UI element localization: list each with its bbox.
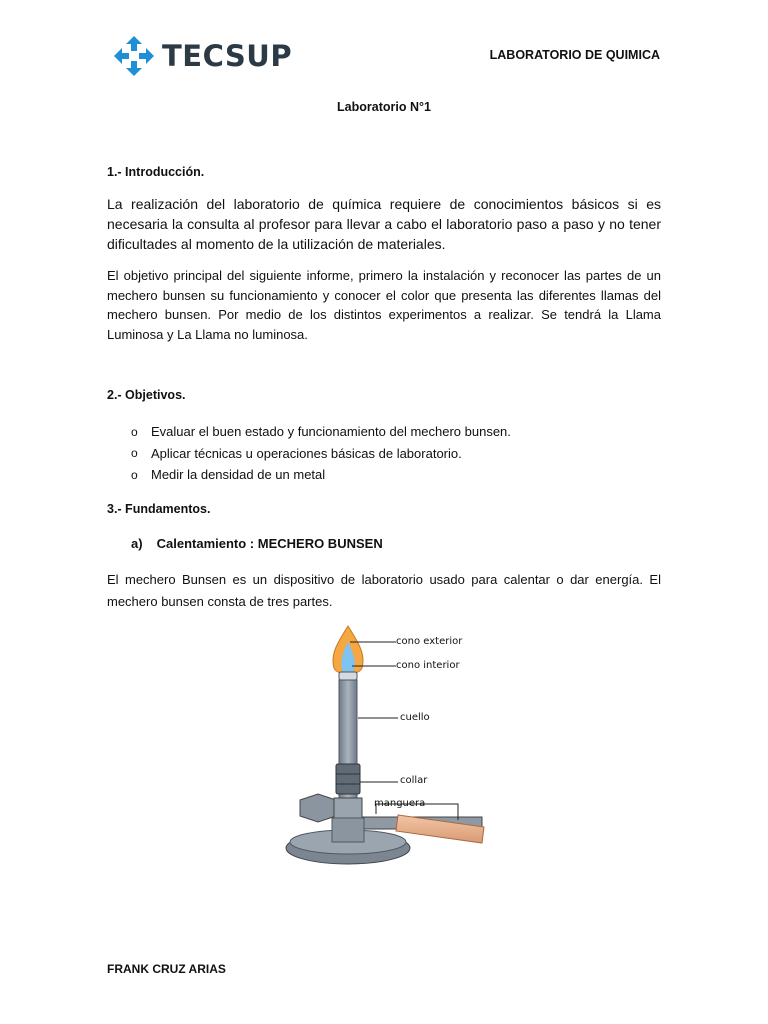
- objective-text: Medir la densidad de un metal: [151, 467, 326, 483]
- section-2-heading: 2.- Objetivos.: [107, 388, 186, 402]
- footer-author: FRANK CRUZ ARIAS: [107, 962, 226, 976]
- bullet-marker: o: [131, 446, 138, 461]
- label-outer-cone: cono exterior: [396, 636, 463, 647]
- section-3-heading: 3.- Fundamentos.: [107, 502, 211, 516]
- bunsen-burner-illustration: [278, 624, 500, 872]
- bunsen-burner-figure: [278, 624, 500, 872]
- label-neck: cuello: [400, 712, 430, 723]
- label-inner-cone: cono interior: [396, 660, 460, 671]
- label-hose: manguera: [374, 798, 426, 809]
- list-item: [131, 421, 511, 443]
- page-title: Laboratorio N°1: [337, 100, 431, 114]
- subsection-heading: [131, 536, 383, 551]
- intro-paragraph-2: El objetivo principal del siguiente informe, primero la instalación y reconocer las partes de un mechero bunsen su funcionamiento y conocer el color que presenta las diferentes llamas del mechero bunsen. Por medio de los distintos experimentos a realizar. Se tendrá la Llama Luminosa y La Llama no luminosa.: [107, 268, 661, 342]
- objective-text: Aplicar técnicas u operaciones básicas de laboratorio.: [151, 445, 462, 461]
- section-1-heading: 1.- Introducción.: [107, 165, 205, 179]
- objectives-list: [131, 421, 511, 486]
- fundamentals-paragraph: El mechero Bunsen es un dispositivo de laboratorio usado para calentar o dar energía. El mechero bunsen consta de tres partes.: [107, 572, 661, 609]
- list-item: [131, 464, 511, 486]
- header-lab-title: LABORATORIO DE QUIMICA: [489, 48, 660, 62]
- logo-text: TECSUP: [162, 39, 293, 73]
- subsection-title: Calentamiento : MECHERO BUNSEN: [156, 536, 383, 551]
- objective-text: Evaluar el buen estado y funcionamiento del mechero bunsen.: [151, 424, 511, 440]
- bullet-marker: o: [131, 424, 138, 439]
- bullet-marker: o: [131, 467, 138, 482]
- label-collar: collar: [400, 775, 428, 786]
- list-item: [131, 443, 511, 465]
- tecsup-logo-icon: [112, 34, 156, 78]
- tecsup-logo: [112, 34, 292, 78]
- subsection-index: a): [131, 536, 143, 551]
- intro-paragraph-1: La realización del laboratorio de química requiere de conocimientos básicos si es necesaria la consulta al profesor para llevar a cabo el laboratorio paso a paso y no tener dificultades al momento de la utilización de materiales.: [107, 196, 661, 252]
